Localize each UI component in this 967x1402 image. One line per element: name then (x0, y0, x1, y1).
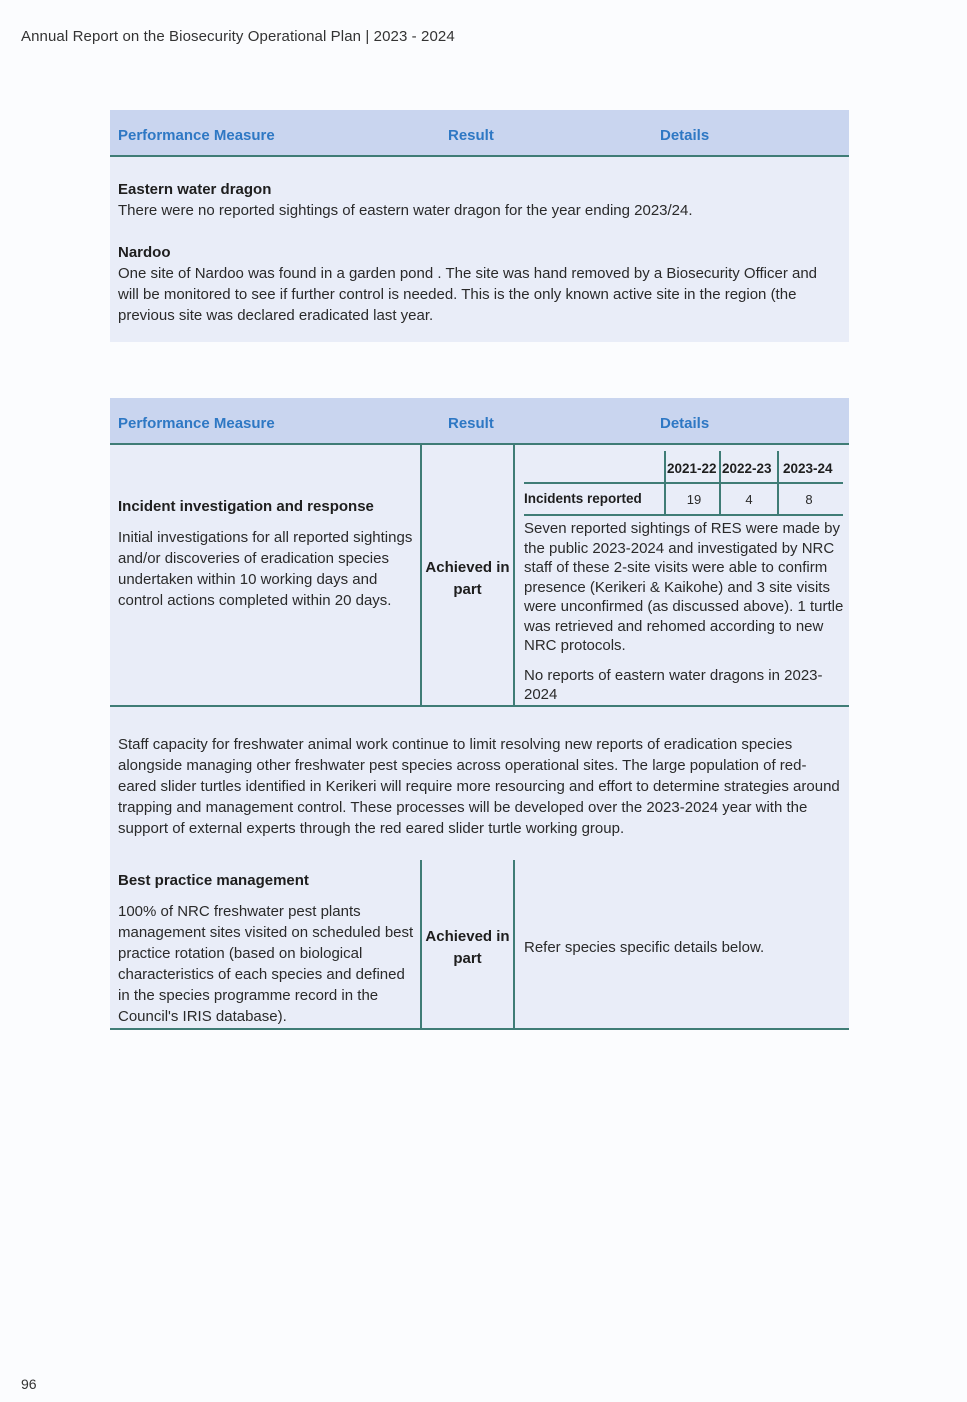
running-header: Annual Report on the Biosecurity Operational Plan | 2023 - 2024 (21, 28, 455, 45)
table-body (110, 157, 849, 326)
details-cell (524, 519, 844, 705)
page-number: 96 (21, 1376, 37, 1392)
incidents-mini-table (524, 451, 843, 515)
section-text: One site of Nardoo was found in a garden pond . The site was hand removed by a Biosecurity Officer and will be monitored to see if further control is needed. This is the only known active site in the region (the previous site was declared eradicated last year. (118, 265, 818, 324)
measure-title: Incident investigation and response (118, 498, 374, 515)
incident-value: 8 (805, 492, 813, 507)
section-eastern-water-dragon (118, 179, 841, 221)
details-cell: Refer species specific details below. (524, 939, 765, 956)
result-cell: Achieved in part (425, 928, 510, 967)
column-divider (513, 860, 515, 1028)
incident-value: 19 (686, 492, 702, 507)
mini-divider (524, 482, 843, 484)
header-performance-measure: Performance Measure (118, 127, 275, 144)
header-result: Result (448, 415, 494, 432)
incident-value: 4 (745, 492, 753, 507)
table-header (110, 398, 849, 445)
header-details: Details (660, 415, 710, 432)
section-nardoo (118, 242, 841, 326)
year-header: 2021-22 (667, 461, 717, 476)
performance-table-freshwater-animals (110, 110, 849, 342)
measure-text: Initial investigations for all reported sightings and/or discoveries of eradication species undertaken within 10 working days and control actions completed within 20 days. (118, 529, 413, 609)
measure-cell (118, 870, 414, 1027)
performance-table-incident-response (110, 398, 849, 1030)
year-header: 2022-23 (722, 461, 772, 476)
section-title: Nardoo (118, 244, 171, 261)
result-cell: Achieved in part (425, 559, 510, 598)
header-result: Result (448, 127, 494, 144)
details-paragraph: Seven reported sightings of RES were made by the public 2023-2024 and investigated by NRC staff of these 2-site visits were able to confirm presence (Kerikeri & Kaikohe) and 3 site visits were unconfirmed (as discussed above). 1 turtle was retrieved and rehomed according to new NRC protocols. (524, 520, 844, 654)
column-divider (513, 445, 515, 705)
table-row-best-practice (110, 860, 849, 1030)
incidents-reported-label: Incidents reported (524, 491, 642, 506)
mini-divider (524, 514, 843, 516)
header-details: Details (660, 127, 710, 144)
year-header: 2023-24 (783, 461, 833, 476)
measure-title: Best practice management (118, 872, 309, 889)
header-performance-measure: Performance Measure (118, 415, 275, 432)
details-paragraph: No reports of eastern water dragons in 2023-2024 (524, 666, 823, 703)
measure-cell (118, 496, 414, 611)
section-title: Eastern water dragon (118, 181, 272, 198)
table-row-incident-investigation (110, 445, 849, 707)
staff-capacity-note: Staff capacity for freshwater animal work continue to limit resolving new reports of eradication species alongside managing other freshwater pest species across operational sites. The large population of red-eared slider turtles identified in Kerikeri will require more resourcing and effort to determine strategies around trapping and management control. These processes will be developed over the 2023-2024 year with the support of external experts through the red eared slider turtle working group. (118, 736, 840, 837)
measure-text: 100% of NRC freshwater pest plants management sites visited on scheduled best practice rotation (based on biological characteristics of each species and defined in the species programme record in the Council's IRIS database). (118, 903, 414, 1025)
section-text: There were no reported sightings of eastern water dragon for the year ending 2023/24. (118, 202, 693, 219)
table-header (110, 110, 849, 157)
